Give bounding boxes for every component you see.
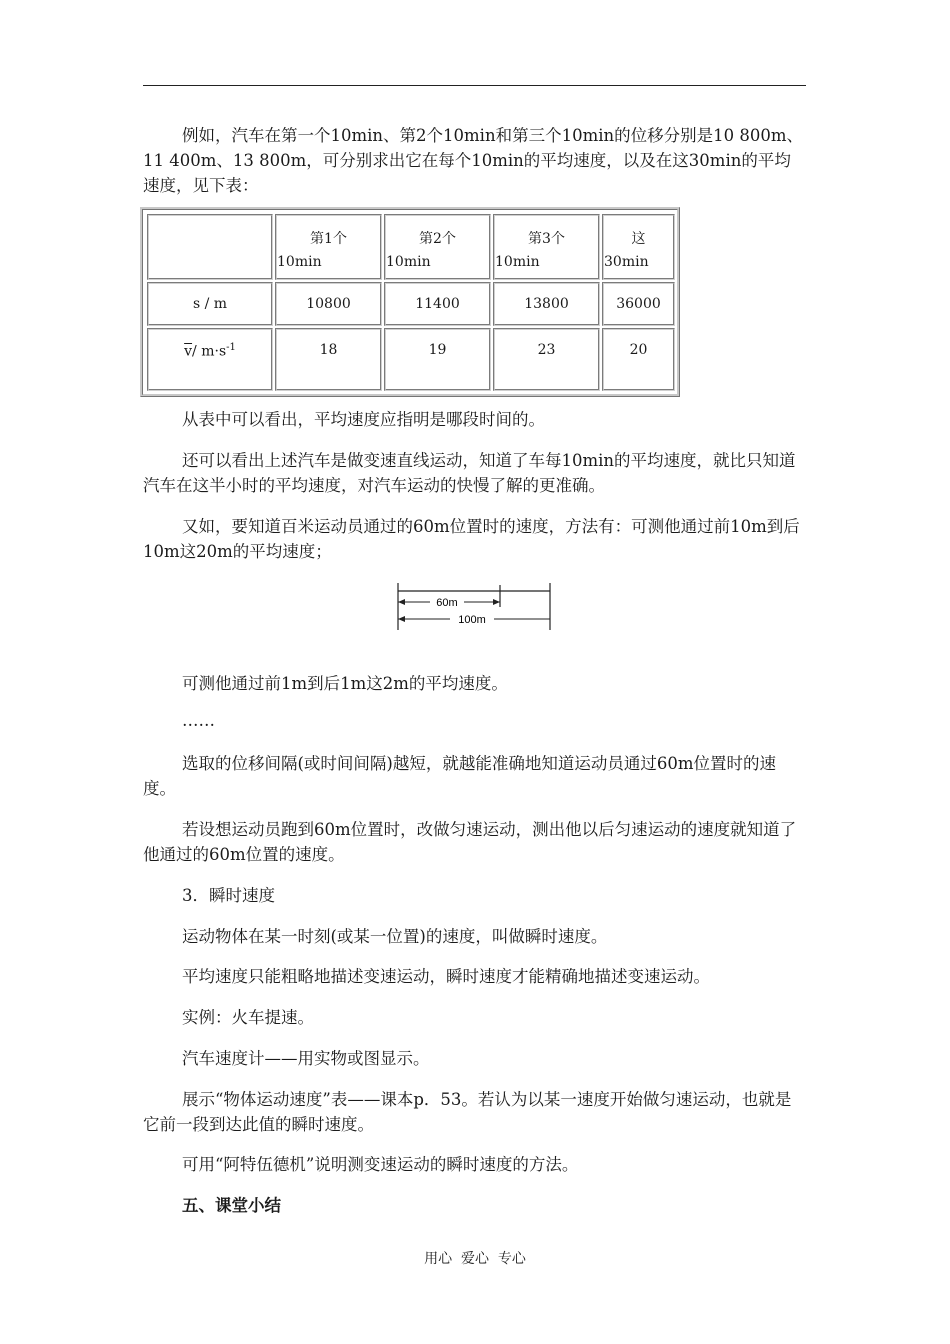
paragraph-definition: 运动物体在某一时刻(或某一位置)的速度，叫做瞬时速度。 [182, 927, 608, 946]
paragraph-variable-motion: 还可以看出上述汽车是做变速直线运动，知道了车每10min的平均速度，就比只知道汽车在这半小时的平均速度，对汽车运动的快慢了解的更准确。 [143, 451, 796, 495]
table-cell: 13800 [493, 282, 600, 326]
section-heading-summary: 五、课堂小结 [182, 1196, 281, 1215]
page-footer: 用心 爱心 专心 [424, 1251, 526, 1267]
section-heading-instant-speed: 3．瞬时速度 [182, 886, 275, 905]
table-row-label: s / m [147, 282, 273, 326]
table-cell: 19 [384, 328, 491, 391]
distance-diagram [390, 575, 560, 635]
paragraph-textbook: 展示“物体运动速度”表——课本p．53。若认为以某一速度开始做匀速运动，也就是它前一段到达此值的瞬时速度。 [143, 1090, 792, 1134]
paragraph-observation: 从表中可以看出，平均速度应指明是哪段时间的。 [182, 410, 545, 429]
speed-table [140, 207, 680, 397]
table-header-cell: 第3个 10min [493, 214, 600, 280]
table-cell: 20 [602, 328, 675, 391]
table-row-label: $\overline{v}/$ $m\cdot s^{-1}$ [147, 328, 273, 391]
paragraph-sprinter: 又如，要知道百米运动员通过的60m位置时的速度，方法有：可测他通过前10m到后10m这20m的平均速度； [143, 517, 800, 561]
paragraph-example-train: 实例：火车提速。 [182, 1008, 314, 1027]
paragraph-speedometer: 汽车速度计——用实物或图显示。 [182, 1049, 430, 1068]
table-header-cell: 这 30min [602, 214, 675, 280]
table-cell: 10800 [275, 282, 382, 326]
label-60m: 60m [436, 597, 458, 609]
paragraph-interval: 选取的位移间隔(或时间间隔)越短，就越能准确地知道运动员通过60m位置时的速度。 [143, 754, 777, 798]
paragraph-1m: 可测他通过前1m到后1m这2m的平均速度。 [182, 674, 508, 693]
table-header-cell: 第1个 10min [275, 214, 382, 280]
paragraph-atwood: 可用“阿特伍德机”说明测变速运动的瞬时速度的方法。 [182, 1155, 579, 1174]
table-cell: 36000 [602, 282, 675, 326]
table-header-cell: 第2个 10min [384, 214, 491, 280]
paragraph-uniform: 若设想运动员跑到60m位置时，改做匀速运动，测出他以后匀速运动的速度就知道了他通过的60m位置的速度。 [143, 820, 797, 864]
label-100m: 100m [458, 614, 486, 626]
header-rule [143, 85, 806, 86]
table-cell: 11400 [384, 282, 491, 326]
paragraph-example: 例如，汽车在第一个10min、第2个10min和第三个10min的位移分别是10 800m、11 400m、13 800m，可分别求出它在每个10min的平均速度，以及在这30min的平均速度，见下表： [143, 126, 804, 195]
table-cell: 18 [275, 328, 382, 391]
table-corner-cell [147, 214, 273, 280]
paragraph-comparison: 平均速度只能粗略地描述变速运动，瞬时速度才能精确地描述变速运动。 [182, 967, 710, 986]
paragraph-ellipsis: …… [182, 711, 215, 730]
table-cell: 23 [493, 328, 600, 391]
